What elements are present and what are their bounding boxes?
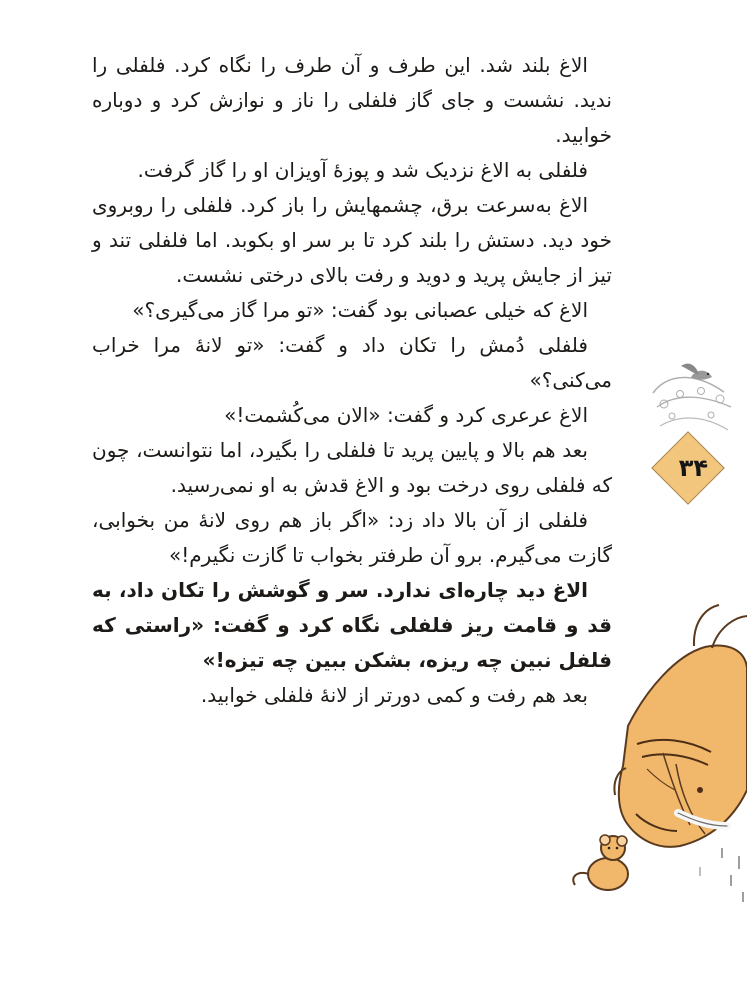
story-text-block [92,48,612,713]
paragraph-4: الاغ که خیلی عصبانی بود گفت: «تو مرا گاز می‌گیری؟» [132,298,588,322]
paragraph-5: فلفلی دُمش را تکان داد و گفت: «تو لانهٔ مرا خراب می‌کنی؟» [92,333,612,392]
donkey-icon [614,605,747,847]
bird-icon [681,364,712,380]
paragraph-3: الاغ به‌سرعت برق، چشمهایش را باز کرد. فلفلی را روبروی خود دید. دستش را بلند کرد تا بر سر او بکوبد. اما فلفلی تند و تیز از جایش پرید و دوید و رفت بالای درختی نشست. [92,193,612,287]
ornament-floral-icon [653,377,731,430]
paragraph-1: الاغ بلند شد. این طرف و آن طرف را نگاه کرد. فلفلی را ندید. نشست و جای گاز فلفلی را ناز و نوازش کرد و دوباره خوابید. [92,53,612,147]
paragraph-8: فلفلی از آن بالا داد زد: «اگر باز هم روی لانهٔ من بخوابی، گازت می‌گیرم. برو آن طرفتر بخواب تا گازت نگیرم!» [92,508,612,567]
paragraph-2: فلفلی به الاغ نزدیک شد و پوزهٔ آویزان او را گاز گرفت. [137,158,588,182]
paragraph-9: الاغ دید چاره‌ای ندارد. سر و گوشش را تکان داد، به قد و قامت ریز فلفلی نگاه کرد و گفت: «راستی که فلفل نبین چه ریزه، بشکن ببین چه تیزه!» [92,578,612,672]
paragraph-10: بعد هم رفت و کمی دورتر از لانهٔ فلفلی خوابید. [200,683,588,707]
ground-texture [700,848,743,902]
paragraph-6: الاغ عرعری کرد و گفت: «الان می‌کُشمت!» [224,403,588,427]
mouse-icon [573,835,628,890]
page-number: ۳۴ [678,454,708,482]
paragraph-7: بعد هم بالا و پایین پرید تا فلفلی را بگیرد، اما نتوانست، چون که فلفلی روی درخت بود و الاغ قدش به او نمی‌رسید. [92,438,612,497]
